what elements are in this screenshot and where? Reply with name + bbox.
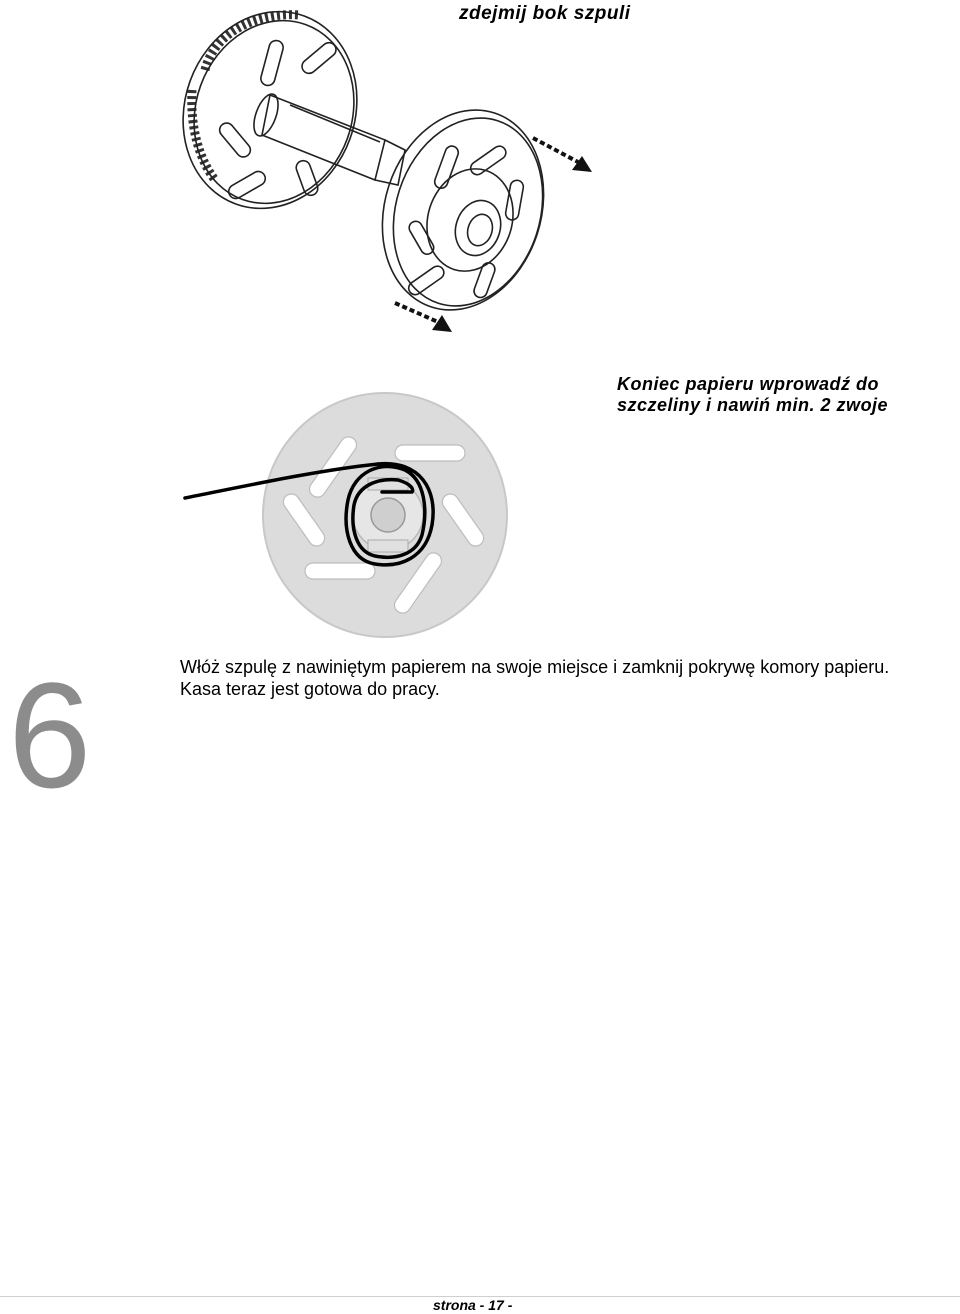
step-number: 6 xyxy=(8,651,92,819)
caption-remove-spool-side: zdejmij bok szpuli xyxy=(459,3,631,24)
spool-disassembly-illustration xyxy=(0,0,960,360)
step-instruction: Włóż szpulę z nawiniętym papierem na swoje miejsce i zamknij pokrywę komory papieru. Kasa teraz jest gotowa do pracy. xyxy=(180,657,890,699)
paper-winding-illustration xyxy=(0,380,960,660)
caption-insert-paper: Koniec papieru wprowadź do szczeliny i nawiń min. 2 zwoje xyxy=(617,374,889,415)
page-number: strona - 17 - xyxy=(433,1297,513,1313)
